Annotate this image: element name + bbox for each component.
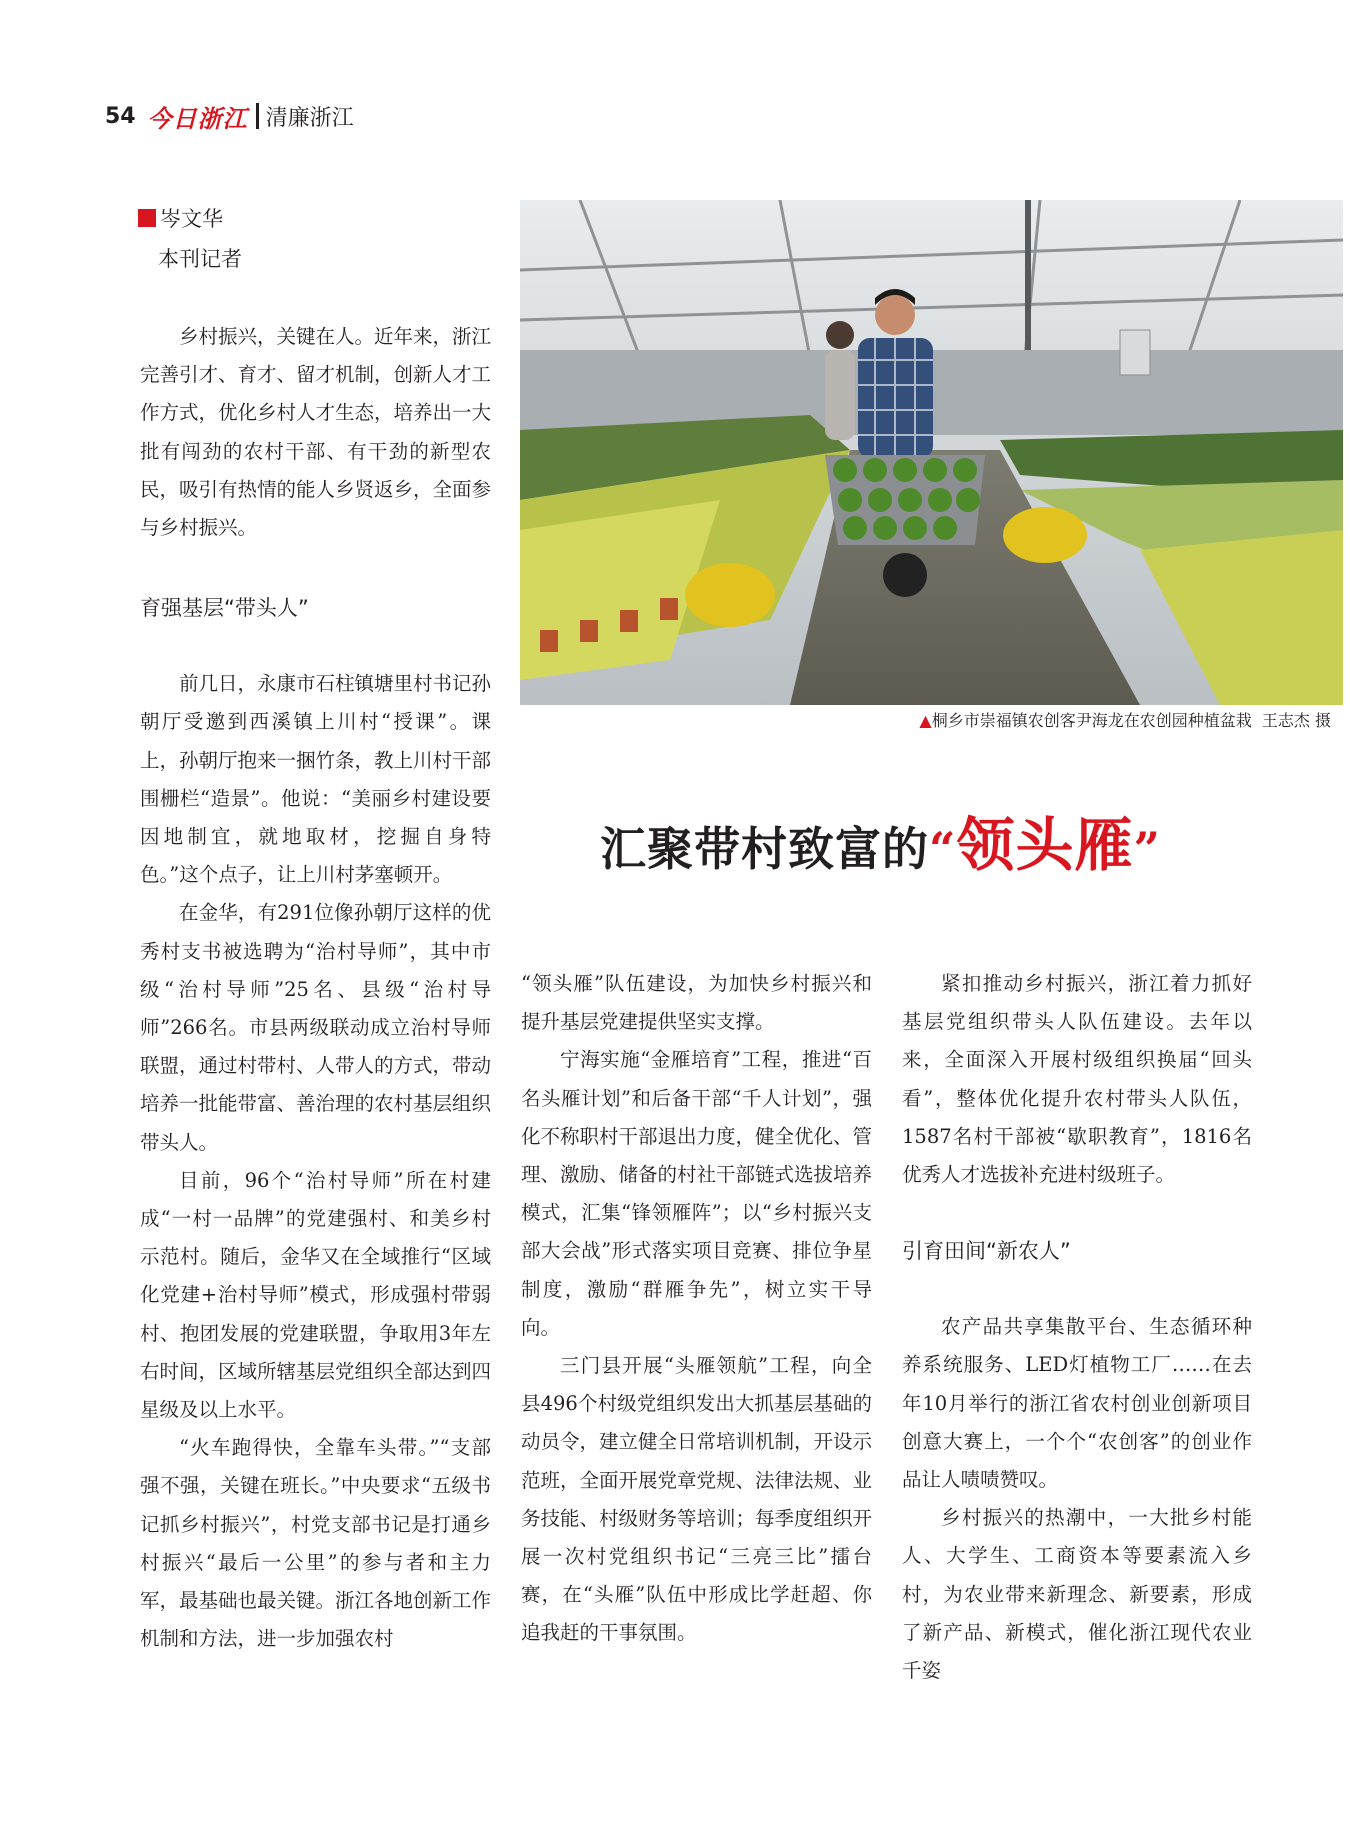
magazine-logo: 今日浙江 [147,103,248,133]
caption-text: 桐乡市崇福镇农创客尹海龙在农创园种植盆栽 [931,711,1252,730]
section-name: 清廉浙江 [265,105,354,131]
article-column-3 [902,965,1252,1690]
body-paragraph: “火车跑得快，全靠车头带。”“支部强不强，关键在班长。”中央要求“五级书记抓乡村振兴”，村党支部书记是打通乡村振兴“最后一公里”的参与者和主力军，最基础也最关键。浙江各地创新工作机制和方法，进一步加强农村 [140,1436,492,1651]
section-heading-2: 引育田间“新农人” [902,1239,1071,1264]
body-paragraph: 乡村振兴的热潮中，一大批乡村能人、大学生、工商资本等要素流入乡村，为农业带来新理念、新要素，形成了新产品、新模式，催化浙江现代农业千姿 [902,1506,1252,1683]
title-close-quote: ” [1133,822,1161,876]
photo-caption [520,705,1343,737]
article-column-1 [140,318,491,1659]
red-square-marker [138,209,156,227]
author-role: 本刊记者 [158,247,242,271]
header-divider [256,103,259,129]
article-title [600,811,1161,879]
continued-paragraph: “领头雁”队伍建设，为加快乡村振兴和提升基层党建提供坚实支撑。 [521,972,872,1034]
title-highlight: 领头雁 [956,811,1134,879]
section-heading-1: 育强基层“带头人” [140,596,309,621]
body-paragraph: 紧扣推动乡村振兴，浙江着力抓好基层党组织带头人队伍建设。去年以来，全面深入开展村级组织换届“回头看”，整体优化提升农村带头人队伍，1587名村干部被“歇职教育”，1816名优秀人才选拔补充进村级班子。 [902,972,1252,1187]
byline [138,203,488,273]
title-open-quote: “ [929,822,957,876]
body-paragraph: 目前，96个“治村导师”所在村建成“一村一品牌”的党建强村、和美乡村示范村。随后，金华又在全域推行“区域化党建+治村导师”模式，形成强村带弱村、抱团发展的党建联盟，争取用3年左右时间，区域所辖基层党组织全部达到四星级及以上水平。 [140,1168,492,1422]
lead-paragraph: 乡村振兴，关键在人。近年来，浙江完善引才、育才、留才机制，创新人才工作方式，优化乡村人才生态，培养出一大批有闯劲的农村干部、有干劲的新型农民，吸引有热情的能人乡贤返乡，全面参与乡村振兴。 [140,325,492,540]
greenhouse-illustration [520,200,1343,705]
greenhouse-photo [520,200,1343,705]
page-number: 54 [105,103,136,129]
author-name: 岑文华 [160,207,223,231]
body-paragraph: 前几日，永康市石柱镇塘里村书记孙朝厅受邀到西溪镇上川村“授课”。课上，孙朝厅抱来一捆竹条，教上川村干部围栅栏“造景”。他说：“美丽乡村建设要因地制宜，就地取材，挖掘自身特色。”这个点子，让上川村茅塞顿开。 [140,672,492,887]
author-row [138,203,488,233]
title-prefix: 汇聚带村致富的 [600,822,929,876]
body-paragraph: 在金华，有291位像孙朝厅这样的优秀村支书被选聘为“治村导师”，其中市级“治村导师”25名、县级“治村导师”266名。市县两级联动成立治村导师联盟，通过村带村、人带人的方式，带动培养一批能带富、善治理的农村基层组织带头人。 [140,901,492,1154]
body-paragraph: 农产品共享集散平台、生态循环种养系统服务、LED灯植物工厂……在去年10月举行的浙江省农村创业创新项目创意大赛上，一个个“农创客”的创业作品让人啧啧赞叹。 [902,1315,1252,1492]
photo-credit: 王志杰 摄 [1261,711,1331,730]
page-header [105,96,354,136]
article-column-2 [521,965,872,1653]
caption-triangle-icon: ▲ [919,711,932,730]
body-paragraph: 宁海实施“金雁培育”工程，推进“百名头雁计划”和后备干部“千人计划”，强化不称职村干部退出力度，健全优化、管理、激励、储备的村社干部链式选拔培养模式，汇集“锋领雁阵”；以“乡村振兴支部大会战”形式落实项目竞赛、排位争星制度，激励“群雁争先”，树立实干导向。 [521,1048,873,1339]
body-paragraph: 三门县开展“头雁领航”工程，向全县496个村级党组织发出大抓基层基础的动员令，建立健全日常培训机制，开设示范班，全面开展党章党规、法律法规、业务技能、村级财务等培训；每季度组织开展一次村党组织书记“三亮三比”擂台赛，在“头雁”队伍中形成比学赶超、你追我赶的干事氛围。 [521,1354,873,1645]
